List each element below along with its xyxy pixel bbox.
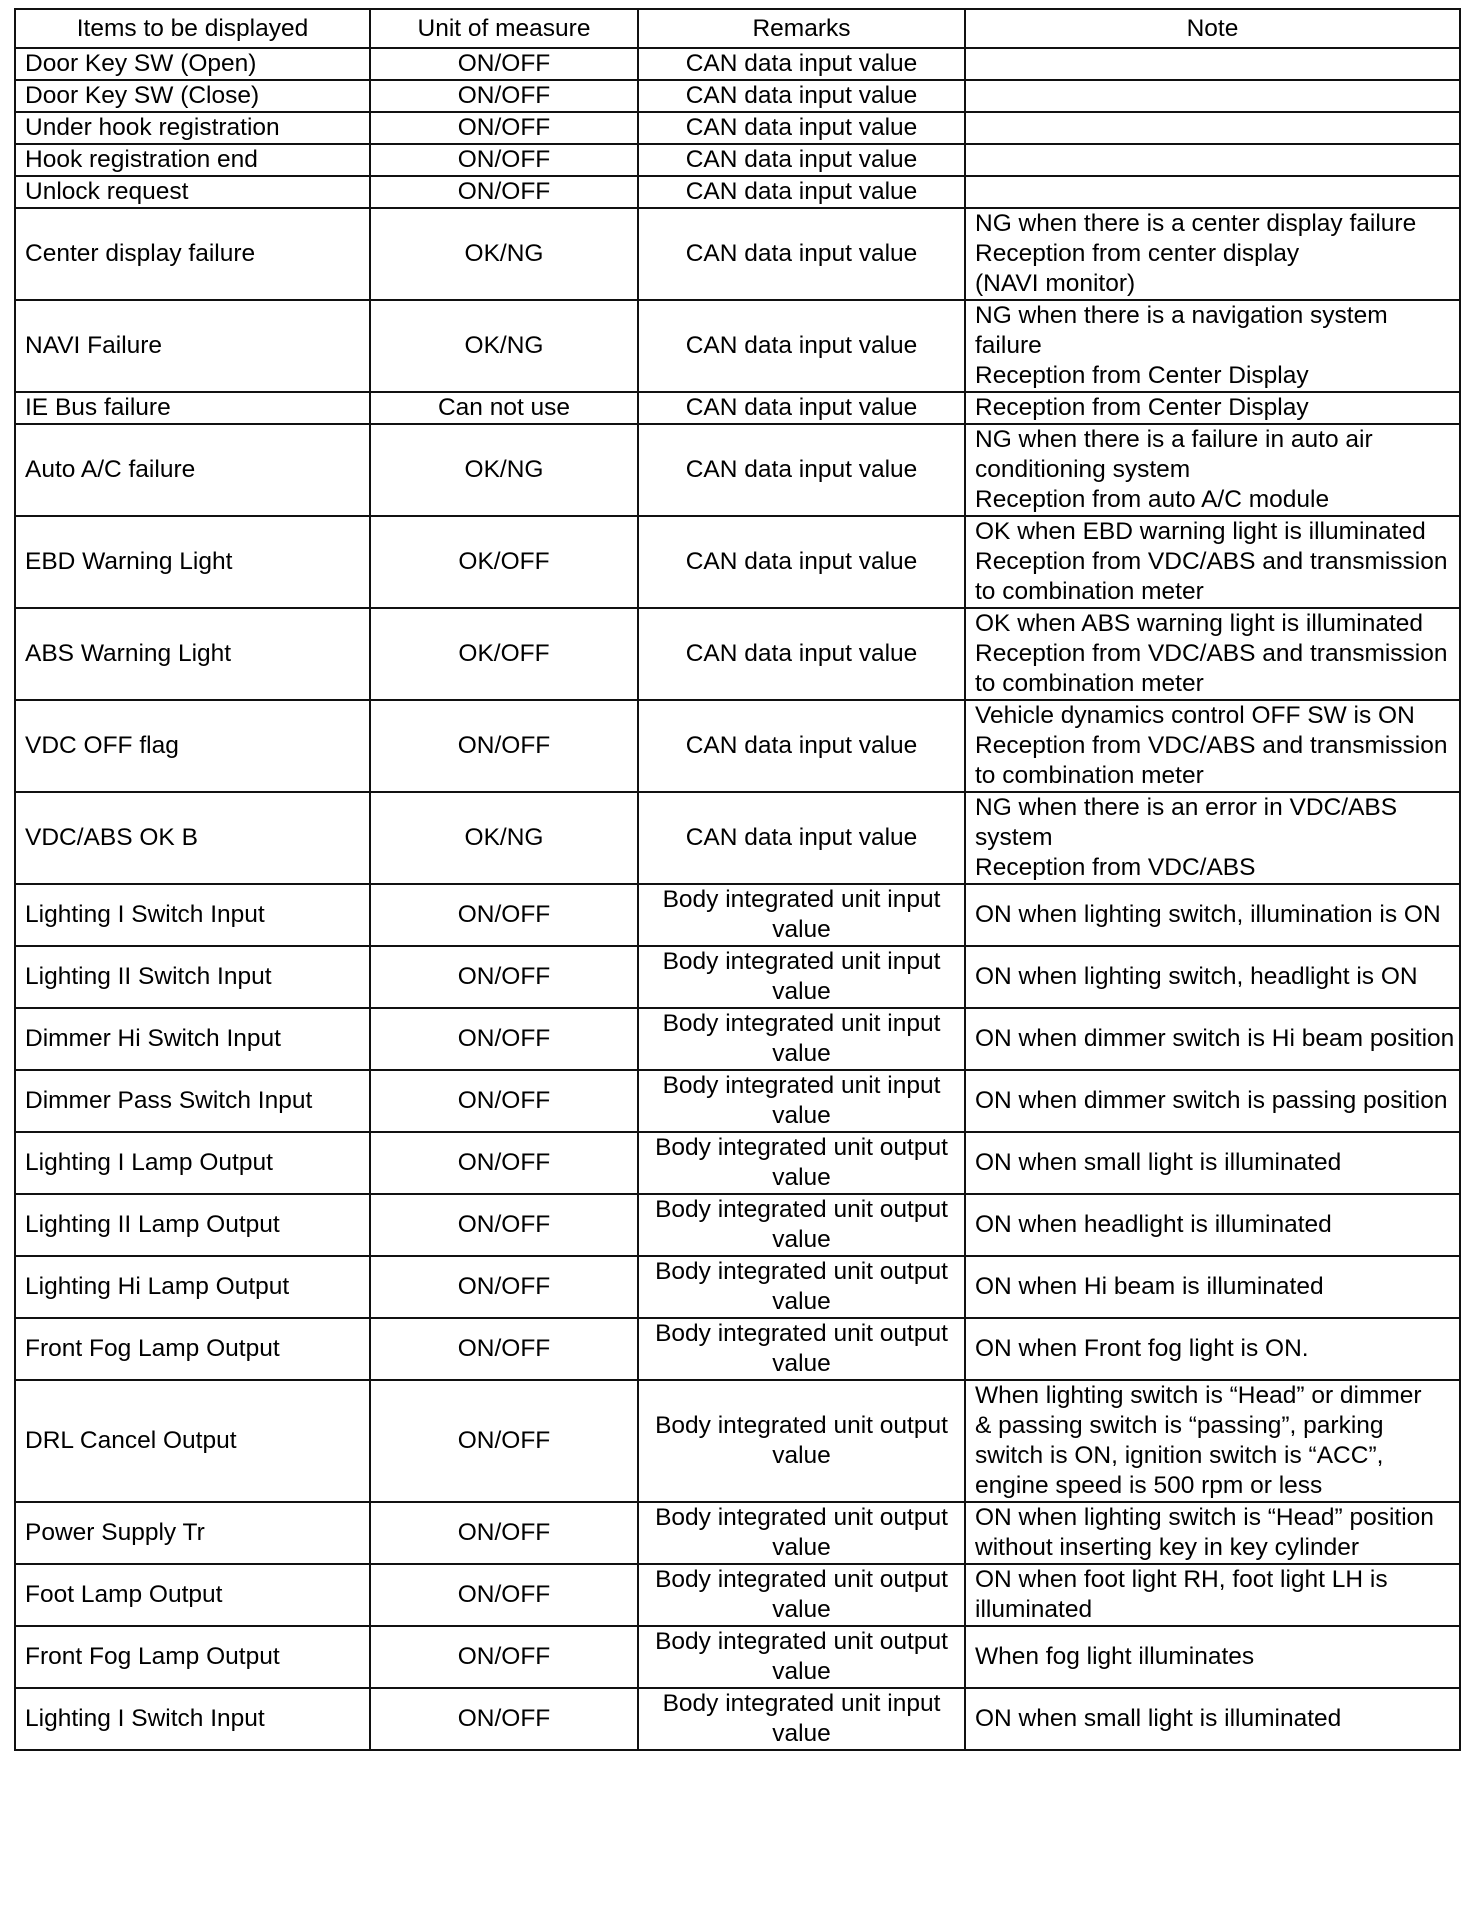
note-line: to combination meter <box>975 670 1204 697</box>
unit-cell: ON/OFF <box>370 884 638 946</box>
item-cell: Auto A/C failure <box>15 424 370 516</box>
remarks-cell <box>638 112 965 144</box>
item-cell: VDC OFF flag <box>15 700 370 792</box>
table-row <box>15 392 1460 424</box>
unit-cell: ON/OFF <box>370 1070 638 1132</box>
unit-cell: OK/NG <box>370 792 638 884</box>
table-row <box>15 112 1460 144</box>
note-line: illuminated <box>975 1596 1093 1623</box>
remarks-line: Body integrated unit output <box>655 1628 948 1655</box>
item-cell: Dimmer Pass Switch Input <box>15 1070 370 1132</box>
note-cell <box>965 1688 1460 1750</box>
note-line: NG when there is an error in VDC/ABS <box>975 794 1398 821</box>
remarks-line: value <box>772 1534 831 1561</box>
note-line: Reception from Center Display <box>975 394 1309 421</box>
remarks-line: CAN data input value <box>685 548 918 575</box>
table-row <box>15 176 1460 208</box>
header-remarks: Remarks <box>638 9 965 48</box>
remarks-line: CAN data input value <box>685 146 918 173</box>
remarks-line: CAN data input value <box>685 824 918 851</box>
remarks-line: CAN data input value <box>685 178 918 205</box>
table-row <box>15 208 1460 300</box>
table-row <box>15 300 1460 392</box>
remarks-cell <box>638 300 965 392</box>
remarks-line: Body integrated unit input <box>662 948 941 975</box>
unit-cell: ON/OFF <box>370 48 638 80</box>
remarks-line: value <box>772 1720 831 1747</box>
item-cell: Lighting I Switch Input <box>15 1688 370 1750</box>
unit-cell: Can not use <box>370 392 638 424</box>
table-row <box>15 424 1460 516</box>
item-cell: Lighting I Switch Input <box>15 884 370 946</box>
remarks-line: Body integrated unit input <box>662 886 941 913</box>
note-cell <box>965 80 1460 112</box>
remarks-line: Body integrated unit output <box>655 1134 948 1161</box>
note-cell <box>965 700 1460 792</box>
remarks-line: value <box>772 1442 831 1469</box>
note-cell <box>965 1626 1460 1688</box>
header-unit: Unit of measure <box>370 9 638 48</box>
note-line: ON when headlight is illuminated <box>975 1211 1332 1238</box>
item-cell: Lighting I Lamp Output <box>15 1132 370 1194</box>
table-row <box>15 1626 1460 1688</box>
unit-cell: ON/OFF <box>370 946 638 1008</box>
remarks-line: CAN data input value <box>685 732 918 759</box>
note-line: NG when there is a navigation system <box>975 302 1388 329</box>
note-line: Reception from VDC/ABS <box>975 854 1256 881</box>
note-line: OK when EBD warning light is illuminated <box>975 518 1426 545</box>
unit-cell: ON/OFF <box>370 1626 638 1688</box>
header-items: Items to be displayed <box>15 9 370 48</box>
remarks-line: Body integrated unit output <box>655 1320 948 1347</box>
item-cell: Power Supply Tr <box>15 1502 370 1564</box>
note-line: Reception from VDC/ABS and transmission <box>975 548 1448 575</box>
note-cell <box>965 1502 1460 1564</box>
note-line: NG when there is a center display failure <box>975 210 1417 237</box>
header-note: Note <box>965 9 1460 48</box>
unit-cell: OK/NG <box>370 424 638 516</box>
unit-cell: OK/NG <box>370 300 638 392</box>
unit-cell: ON/OFF <box>370 1132 638 1194</box>
note-line: ON when dimmer switch is Hi beam position <box>975 1025 1455 1052</box>
note-line: OK when ABS warning light is illuminated <box>975 610 1424 637</box>
remarks-line: Body integrated unit output <box>655 1504 948 1531</box>
item-cell: Dimmer Hi Switch Input <box>15 1008 370 1070</box>
remarks-line: CAN data input value <box>685 332 918 359</box>
remarks-line: value <box>772 978 831 1005</box>
unit-cell: ON/OFF <box>370 1256 638 1318</box>
item-cell: Hook registration end <box>15 144 370 176</box>
remarks-cell <box>638 144 965 176</box>
note-cell <box>965 1564 1460 1626</box>
table-row <box>15 1318 1460 1380</box>
remarks-line: CAN data input value <box>685 394 918 421</box>
table-row <box>15 1256 1460 1318</box>
unit-cell: OK/OFF <box>370 608 638 700</box>
note-line: without inserting key in key cylinder <box>975 1534 1360 1561</box>
table-row <box>15 1070 1460 1132</box>
table-row <box>15 608 1460 700</box>
remarks-cell <box>638 1502 965 1564</box>
remarks-line: CAN data input value <box>685 640 918 667</box>
note-cell <box>965 1194 1460 1256</box>
remarks-line: value <box>772 1164 831 1191</box>
remarks-line: CAN data input value <box>685 50 918 77</box>
unit-cell: ON/OFF <box>370 112 638 144</box>
table-row <box>15 48 1460 80</box>
table-row <box>15 700 1460 792</box>
header-row <box>15 9 1460 48</box>
note-cell <box>965 208 1460 300</box>
note-line: failure <box>975 332 1042 359</box>
note-cell <box>965 424 1460 516</box>
remarks-cell <box>638 176 965 208</box>
item-cell: Under hook registration <box>15 112 370 144</box>
item-cell: Front Fog Lamp Output <box>15 1318 370 1380</box>
note-cell <box>965 946 1460 1008</box>
note-line: ON when Front fog light is ON. <box>975 1335 1309 1362</box>
remarks-line: value <box>772 916 831 943</box>
unit-cell: ON/OFF <box>370 144 638 176</box>
note-line: ON when small light is illuminated <box>975 1705 1342 1732</box>
unit-cell: ON/OFF <box>370 176 638 208</box>
note-cell <box>965 1132 1460 1194</box>
remarks-line: CAN data input value <box>685 82 918 109</box>
remarks-cell <box>638 1626 965 1688</box>
remarks-cell <box>638 1008 965 1070</box>
remarks-cell <box>638 516 965 608</box>
note-cell <box>965 1256 1460 1318</box>
item-cell: VDC/ABS OK B <box>15 792 370 884</box>
item-cell: Foot Lamp Output <box>15 1564 370 1626</box>
unit-cell: ON/OFF <box>370 1380 638 1502</box>
table-row <box>15 1688 1460 1750</box>
remarks-cell <box>638 48 965 80</box>
remarks-line: Body integrated unit input <box>662 1690 941 1717</box>
note-line: ON when dimmer switch is passing position <box>975 1087 1448 1114</box>
note-line: to combination meter <box>975 762 1204 789</box>
table-row <box>15 884 1460 946</box>
table-row <box>15 1380 1460 1502</box>
table-body <box>15 48 1460 1750</box>
unit-cell: ON/OFF <box>370 1194 638 1256</box>
table-row <box>15 1194 1460 1256</box>
unit-cell: ON/OFF <box>370 1564 638 1626</box>
remarks-line: CAN data input value <box>685 456 918 483</box>
remarks-cell <box>638 792 965 884</box>
remarks-line: value <box>772 1226 831 1253</box>
unit-cell: ON/OFF <box>370 1318 638 1380</box>
table-row <box>15 516 1460 608</box>
remarks-line: Body integrated unit input <box>662 1072 941 1099</box>
item-cell: Front Fog Lamp Output <box>15 1626 370 1688</box>
unit-cell: ON/OFF <box>370 1008 638 1070</box>
note-cell <box>965 300 1460 392</box>
remarks-line: Body integrated unit output <box>655 1196 948 1223</box>
item-cell: EBD Warning Light <box>15 516 370 608</box>
remarks-cell <box>638 80 965 112</box>
item-cell: Door Key SW (Close) <box>15 80 370 112</box>
unit-cell: ON/OFF <box>370 1688 638 1750</box>
table-row <box>15 80 1460 112</box>
note-cell <box>965 792 1460 884</box>
note-line: & passing switch is “passing”, parking <box>975 1412 1384 1439</box>
remarks-line: value <box>772 1350 831 1377</box>
data-monitor-table <box>14 8 1461 1751</box>
remarks-cell <box>638 700 965 792</box>
remarks-cell <box>638 1380 965 1502</box>
note-line: engine speed is 500 rpm or less <box>975 1472 1323 1499</box>
unit-cell: OK/OFF <box>370 516 638 608</box>
remarks-line: Body integrated unit output <box>655 1566 948 1593</box>
note-line: Reception from center display <box>975 240 1300 267</box>
note-line: ON when lighting switch, headlight is ON <box>975 963 1418 990</box>
note-line: ON when small light is illuminated <box>975 1149 1342 1176</box>
note-line: ON when lighting switch is “Head” position <box>975 1504 1434 1531</box>
note-cell <box>965 392 1460 424</box>
remarks-line: CAN data input value <box>685 114 918 141</box>
remarks-cell <box>638 608 965 700</box>
note-line: conditioning system <box>975 456 1191 483</box>
remarks-line: value <box>772 1040 831 1067</box>
remarks-cell <box>638 1564 965 1626</box>
note-line: Reception from VDC/ABS and transmission <box>975 732 1448 759</box>
note-line: When fog light illuminates <box>975 1643 1255 1670</box>
remarks-cell <box>638 1070 965 1132</box>
remarks-cell <box>638 1194 965 1256</box>
table-row <box>15 946 1460 1008</box>
remarks-cell <box>638 208 965 300</box>
remarks-line: Body integrated unit output <box>655 1412 948 1439</box>
remarks-cell <box>638 1256 965 1318</box>
remarks-cell <box>638 424 965 516</box>
remarks-cell <box>638 884 965 946</box>
unit-cell: ON/OFF <box>370 700 638 792</box>
note-cell <box>965 176 1460 208</box>
table-row <box>15 144 1460 176</box>
remarks-line: Body integrated unit input <box>662 1010 941 1037</box>
item-cell: Lighting II Switch Input <box>15 946 370 1008</box>
item-cell: Lighting Hi Lamp Output <box>15 1256 370 1318</box>
item-cell: IE Bus failure <box>15 392 370 424</box>
note-line: Reception from Center Display <box>975 362 1309 389</box>
table-row <box>15 1564 1460 1626</box>
note-line: NG when there is a failure in auto air <box>975 426 1373 453</box>
item-cell: ABS Warning Light <box>15 608 370 700</box>
remarks-cell <box>638 1688 965 1750</box>
item-cell: Unlock request <box>15 176 370 208</box>
item-cell: Center display failure <box>15 208 370 300</box>
note-cell <box>965 516 1460 608</box>
unit-cell: OK/NG <box>370 208 638 300</box>
remarks-line: Body integrated unit output <box>655 1258 948 1285</box>
note-line: switch is ON, ignition switch is “ACC”, <box>975 1442 1384 1469</box>
item-cell: DRL Cancel Output <box>15 1380 370 1502</box>
remarks-line: CAN data input value <box>685 240 918 267</box>
note-line: Reception from auto A/C module <box>975 486 1330 513</box>
note-line: ON when lighting switch, illumination is ON <box>975 901 1441 928</box>
note-cell <box>965 1380 1460 1502</box>
note-cell <box>965 608 1460 700</box>
item-cell: Lighting II Lamp Output <box>15 1194 370 1256</box>
note-cell <box>965 1318 1460 1380</box>
note-cell <box>965 1008 1460 1070</box>
remarks-line: value <box>772 1658 831 1685</box>
remarks-cell <box>638 1132 965 1194</box>
remarks-line: value <box>772 1596 831 1623</box>
note-line: Vehicle dynamics control OFF SW is ON <box>975 702 1415 729</box>
remarks-cell <box>638 1318 965 1380</box>
note-line: to combination meter <box>975 578 1204 605</box>
item-cell: NAVI Failure <box>15 300 370 392</box>
remarks-line: value <box>772 1288 831 1315</box>
note-line: system <box>975 824 1053 851</box>
note-cell <box>965 1070 1460 1132</box>
note-cell <box>965 884 1460 946</box>
table-row <box>15 1502 1460 1564</box>
note-line: When lighting switch is “Head” or dimmer <box>975 1382 1422 1409</box>
table-row <box>15 1008 1460 1070</box>
note-cell <box>965 144 1460 176</box>
remarks-cell <box>638 392 965 424</box>
unit-cell: ON/OFF <box>370 1502 638 1564</box>
table-row <box>15 1132 1460 1194</box>
note-line: ON when foot light RH, foot light LH is <box>975 1566 1388 1593</box>
table-row <box>15 792 1460 884</box>
note-cell <box>965 48 1460 80</box>
note-cell <box>965 112 1460 144</box>
note-line: ON when Hi beam is illuminated <box>975 1273 1324 1300</box>
remarks-line: value <box>772 1102 831 1129</box>
note-line: (NAVI monitor) <box>975 270 1136 297</box>
unit-cell: ON/OFF <box>370 80 638 112</box>
remarks-cell <box>638 946 965 1008</box>
item-cell: Door Key SW (Open) <box>15 48 370 80</box>
note-line: Reception from VDC/ABS and transmission <box>975 640 1448 667</box>
